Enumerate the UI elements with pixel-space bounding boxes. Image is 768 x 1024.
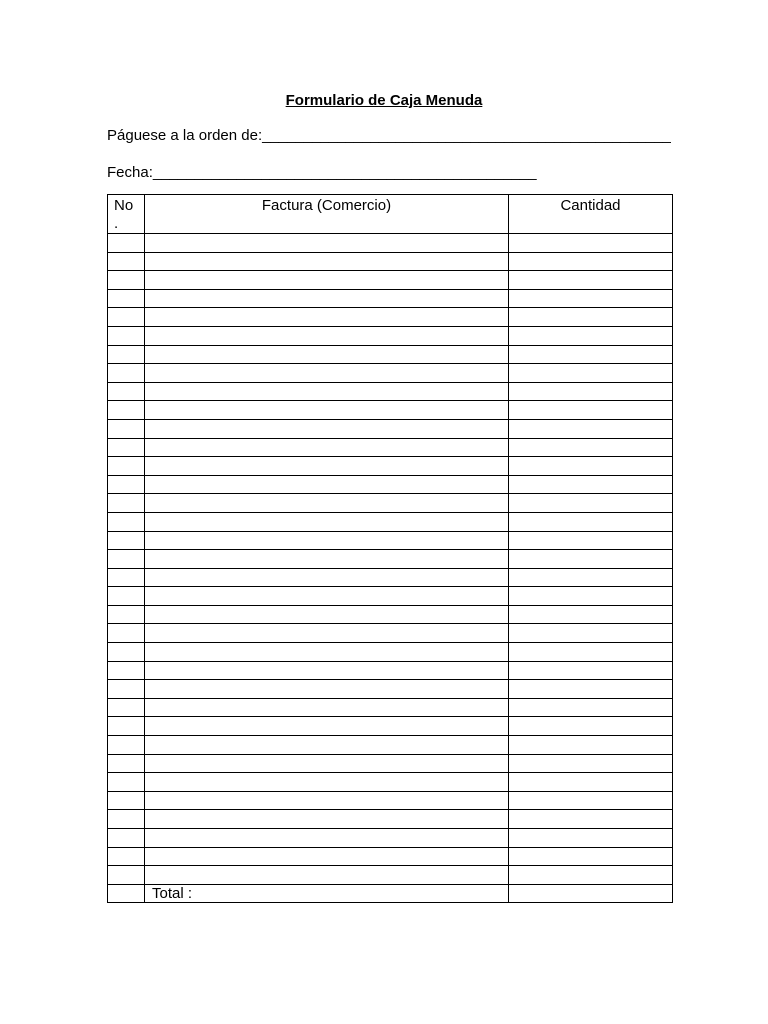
factura-cell[interactable] [145,754,509,773]
total-label: Total : [145,884,509,903]
factura-cell[interactable] [145,308,509,327]
table-row [108,326,673,345]
cantidad-cell[interactable] [509,847,673,866]
cantidad-cell[interactable] [509,698,673,717]
cantidad-cell[interactable] [509,364,673,383]
table-row [108,252,673,271]
no-cell[interactable] [108,624,145,643]
factura-cell[interactable] [145,289,509,308]
no-cell[interactable] [108,605,145,624]
form-title: Formulario de Caja Menuda [285,92,483,109]
table-row [108,829,673,848]
no-cell[interactable] [108,661,145,680]
cantidad-cell[interactable] [509,736,673,755]
table-row [108,234,673,253]
factura-cell[interactable] [145,866,509,885]
table-row [108,345,673,364]
table-row [108,271,673,290]
no-cell[interactable] [108,791,145,810]
factura-cell[interactable] [145,568,509,587]
factura-cell[interactable] [145,791,509,810]
no-cell[interactable] [108,531,145,550]
no-cell[interactable] [108,308,145,327]
cantidad-cell[interactable] [509,587,673,606]
table-row [108,736,673,755]
table-header-row [108,195,673,234]
table-row [108,810,673,829]
no-cell[interactable] [108,438,145,457]
factura-cell[interactable] [145,326,509,345]
factura-cell[interactable] [145,736,509,755]
cantidad-cell[interactable] [509,717,673,736]
cantidad-cell[interactable] [509,419,673,438]
cantidad-cell[interactable] [509,624,673,643]
cantidad-cell[interactable] [509,234,673,253]
table-row [108,587,673,606]
no-cell[interactable] [108,754,145,773]
cantidad-cell[interactable] [509,866,673,885]
factura-cell[interactable] [145,364,509,383]
no-cell[interactable] [108,773,145,792]
cantidad-cell[interactable] [509,810,673,829]
table-row [108,680,673,699]
date-field-line: Fecha:______________________________________________ [107,164,537,181]
cantidad-cell[interactable] [509,531,673,550]
no-cell[interactable] [108,475,145,494]
factura-cell[interactable] [145,698,509,717]
table-row [108,661,673,680]
no-cell[interactable] [108,550,145,569]
factura-cell[interactable] [145,829,509,848]
cantidad-cell[interactable] [509,829,673,848]
cantidad-cell[interactable] [509,401,673,420]
no-cell[interactable] [108,866,145,885]
cantidad-cell[interactable] [509,791,673,810]
no-cell[interactable] [108,680,145,699]
table-row [108,457,673,476]
column-header-factura: Factura (Comercio) [145,195,509,234]
no-cell[interactable] [108,234,145,253]
factura-cell[interactable] [145,457,509,476]
no-cell[interactable] [108,382,145,401]
cantidad-cell[interactable] [509,345,673,364]
column-header-no [108,195,145,234]
factura-cell[interactable] [145,661,509,680]
table-row [108,698,673,717]
column-header-no-label: No . [114,197,134,232]
table-row [108,605,673,624]
total-no-cell [108,884,145,903]
no-cell[interactable] [108,457,145,476]
no-cell[interactable] [108,587,145,606]
no-cell[interactable] [108,810,145,829]
table-row [108,289,673,308]
cantidad-cell[interactable] [509,773,673,792]
table-body [108,234,673,903]
cantidad-cell[interactable] [509,512,673,531]
factura-cell[interactable] [145,271,509,290]
cantidad-cell[interactable] [509,643,673,662]
table-row [108,364,673,383]
total-row [108,884,673,903]
factura-cell[interactable] [145,512,509,531]
pay-to-field-line: Páguese a la orden de:_________________________________________________ [107,127,671,144]
factura-cell[interactable] [145,773,509,792]
factura-cell[interactable] [145,847,509,866]
factura-cell[interactable] [145,401,509,420]
no-cell[interactable] [108,494,145,513]
table-row [108,550,673,569]
factura-cell[interactable] [145,680,509,699]
cantidad-cell[interactable] [509,754,673,773]
no-cell[interactable] [108,401,145,420]
table-row [108,401,673,420]
table-row [108,475,673,494]
no-cell[interactable] [108,736,145,755]
table-row [108,624,673,643]
factura-cell[interactable] [145,252,509,271]
factura-cell[interactable] [145,643,509,662]
table-row [108,754,673,773]
no-cell[interactable] [108,419,145,438]
cantidad-cell[interactable] [509,494,673,513]
factura-cell[interactable] [145,550,509,569]
cantidad-cell[interactable] [509,457,673,476]
table-row [108,568,673,587]
factura-cell[interactable] [145,475,509,494]
cantidad-cell[interactable] [509,382,673,401]
factura-cell[interactable] [145,345,509,364]
cantidad-cell[interactable] [509,568,673,587]
table-row [108,643,673,662]
no-cell[interactable] [108,717,145,736]
table-row [108,531,673,550]
no-cell[interactable] [108,289,145,308]
no-cell[interactable] [108,271,145,290]
table-row [108,717,673,736]
factura-cell[interactable] [145,382,509,401]
table-row [108,512,673,531]
cantidad-cell[interactable] [509,438,673,457]
no-cell[interactable] [108,326,145,345]
no-cell[interactable] [108,698,145,717]
cantidad-cell[interactable] [509,252,673,271]
no-cell[interactable] [108,568,145,587]
cantidad-cell[interactable] [509,605,673,624]
table-row [108,494,673,513]
table-row [108,382,673,401]
no-cell[interactable] [108,829,145,848]
column-header-cantidad: Cantidad [509,195,673,234]
factura-cell[interactable] [145,810,509,829]
factura-cell[interactable] [145,438,509,457]
table-row [108,866,673,885]
cantidad-cell[interactable] [509,271,673,290]
table-row [108,308,673,327]
cantidad-cell[interactable] [509,680,673,699]
no-cell[interactable] [108,364,145,383]
total-amount-cell[interactable] [509,884,673,903]
cantidad-cell[interactable] [509,326,673,345]
table-row [108,847,673,866]
table-row [108,773,673,792]
factura-cell[interactable] [145,717,509,736]
factura-cell[interactable] [145,419,509,438]
table-row [108,438,673,457]
factura-cell[interactable] [145,605,509,624]
factura-cell[interactable] [145,234,509,253]
factura-cell[interactable] [145,587,509,606]
cantidad-cell[interactable] [509,308,673,327]
table-row [108,419,673,438]
factura-cell[interactable] [145,531,509,550]
petty-cash-table [107,194,673,903]
no-cell[interactable] [108,512,145,531]
table-row [108,791,673,810]
no-cell[interactable] [108,252,145,271]
cantidad-cell[interactable] [509,289,673,308]
no-cell[interactable] [108,847,145,866]
factura-cell[interactable] [145,494,509,513]
cantidad-cell[interactable] [509,475,673,494]
cantidad-cell[interactable] [509,661,673,680]
factura-cell[interactable] [145,624,509,643]
no-cell[interactable] [108,643,145,662]
cantidad-cell[interactable] [509,550,673,569]
no-cell[interactable] [108,345,145,364]
